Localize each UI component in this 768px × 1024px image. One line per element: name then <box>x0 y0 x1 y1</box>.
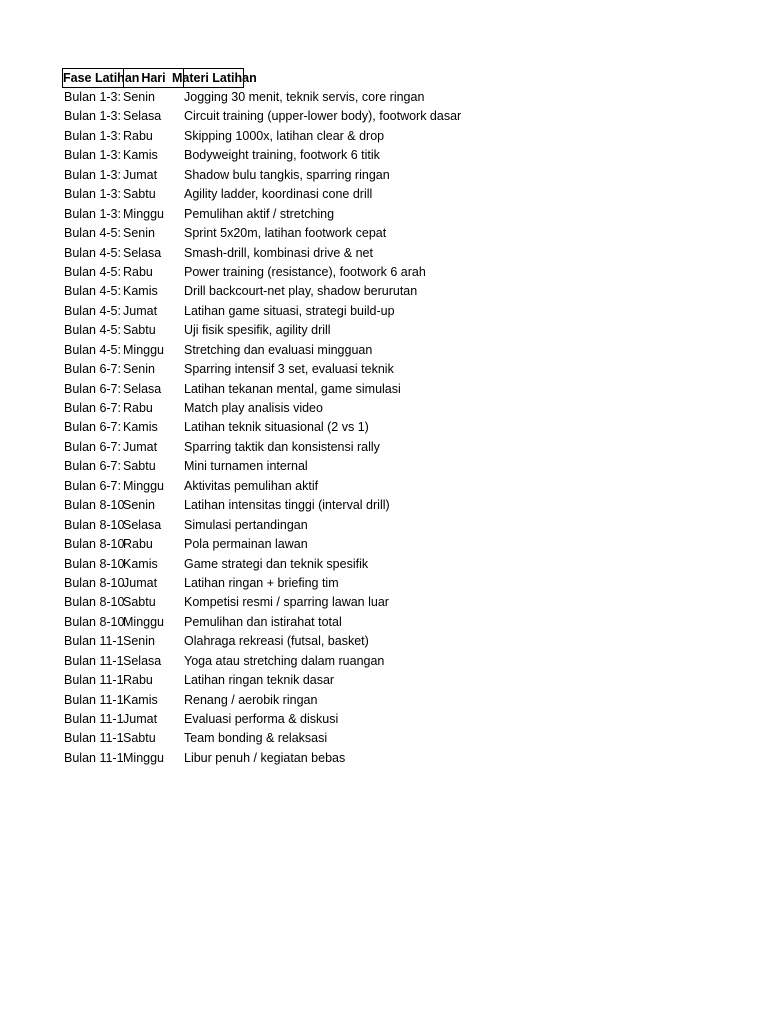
table-row <box>62 710 461 729</box>
cell-hari[interactable]: Jumat <box>123 303 158 318</box>
cell-materi[interactable]: Sparring intensif 3 set, evaluasi teknik <box>184 362 394 377</box>
cell-fase[interactable]: Bulan 11-1 <box>64 673 124 688</box>
table-row <box>62 652 461 671</box>
cell-hari[interactable]: Sabtu <box>123 595 156 610</box>
cell-materi[interactable]: Evaluasi performa & diskusi <box>184 712 339 727</box>
cell-fase[interactable]: Bulan 4-5: <box>64 284 121 299</box>
cell-hari[interactable]: Jumat <box>123 439 158 454</box>
cell-materi[interactable]: Latihan teknik situasional (2 vs 1) <box>184 420 369 435</box>
table-row <box>62 282 461 301</box>
cell-hari[interactable]: Jumat <box>123 712 158 727</box>
cell-hari[interactable]: Sabtu <box>123 323 156 338</box>
cell-hari[interactable]: Kamis <box>123 148 158 163</box>
cell-hari[interactable]: Senin <box>123 362 155 377</box>
cell-fase[interactable]: Bulan 8-10 <box>64 498 125 513</box>
cell-hari[interactable]: Rabu <box>123 673 153 688</box>
table-row <box>62 632 461 651</box>
table-row <box>62 593 461 612</box>
cell-materi[interactable]: Pemulihan aktif / stretching <box>184 206 335 221</box>
cell-hari[interactable]: Rabu <box>123 401 153 416</box>
cell-fase[interactable]: Bulan 11-1 <box>64 653 124 668</box>
table-row <box>62 302 461 321</box>
cell-fase[interactable]: Bulan 1-3: <box>64 90 121 105</box>
cell-fase[interactable]: Bulan 6-7: <box>64 401 121 416</box>
cell-hari[interactable]: Kamis <box>123 420 158 435</box>
table-row <box>62 457 461 476</box>
cell-materi[interactable]: Agility ladder, koordinasi cone drill <box>184 187 373 202</box>
cell-fase[interactable]: Bulan 6-7: <box>64 362 121 377</box>
table-row <box>62 535 461 554</box>
cell-hari[interactable]: Senin <box>123 634 155 649</box>
cell-fase[interactable]: Bulan 8-10 <box>64 595 125 610</box>
cell-materi[interactable]: Kompetisi resmi / sparring lawan luar <box>184 595 389 610</box>
cell-fase[interactable]: Bulan 6-7: <box>64 478 121 493</box>
table-row <box>62 555 461 574</box>
cell-hari[interactable]: Selasa <box>123 109 162 124</box>
table-row <box>62 127 461 146</box>
cell-fase[interactable]: Bulan 11-1 <box>64 634 124 649</box>
cell-hari[interactable]: Kamis <box>123 284 158 299</box>
table-row <box>62 244 461 263</box>
cell-fase[interactable]: Bulan 1-3: <box>64 187 121 202</box>
cell-fase[interactable]: Bulan 11-1 <box>64 712 124 727</box>
table-row <box>62 341 461 360</box>
cell-materi[interactable]: Smash-drill, kombinasi drive & net <box>184 245 373 260</box>
cell-hari[interactable]: Senin <box>123 90 155 105</box>
cell-hari[interactable]: Senin <box>123 226 155 241</box>
cell-hari[interactable]: Sabtu <box>123 187 156 202</box>
table-row <box>62 418 461 437</box>
cell-fase[interactable]: Bulan 6-7: <box>64 439 121 454</box>
cell-fase[interactable]: Bulan 4-5: <box>64 342 121 357</box>
table-row <box>62 438 461 457</box>
table-row <box>62 224 461 243</box>
cell-materi[interactable]: Latihan intensitas tinggi (interval drill) <box>184 498 390 513</box>
table-row <box>62 613 461 632</box>
cell-hari[interactable]: Rabu <box>123 128 153 143</box>
cell-hari[interactable]: Selasa <box>123 653 162 668</box>
cell-fase[interactable]: Bulan 8-10 <box>64 537 125 552</box>
cell-materi[interactable]: Latihan ringan + briefing tim <box>184 575 339 590</box>
table-row <box>62 496 461 515</box>
cell-materi[interactable]: Yoga atau stretching dalam ruangan <box>184 653 385 668</box>
table-row <box>62 107 461 126</box>
table-row <box>62 360 461 379</box>
cell-materi[interactable]: Libur penuh / kegiatan bebas <box>184 750 346 765</box>
cell-fase[interactable]: Bulan 11-1 <box>64 692 124 707</box>
cell-materi[interactable]: Latihan ringan teknik dasar <box>184 673 335 688</box>
header-cell-fase[interactable] <box>62 68 140 88</box>
header-row <box>62 68 461 88</box>
table-row <box>62 671 461 690</box>
cell-hari[interactable]: Kamis <box>123 556 158 571</box>
cell-hari[interactable]: Minggu <box>123 478 164 493</box>
cell-materi[interactable]: Circuit training (upper-lower body), footwork dasar <box>184 109 462 124</box>
table-row <box>62 88 461 107</box>
cell-fase[interactable]: Bulan 4-5: <box>64 303 121 318</box>
header-materi-label: Materi Latihan <box>172 71 257 85</box>
schedule-rows <box>62 88 461 768</box>
cell-materi[interactable]: Jogging 30 menit, teknik servis, core ringan <box>184 90 425 105</box>
cell-fase[interactable]: Bulan 6-7: <box>64 420 121 435</box>
table-row <box>62 263 461 282</box>
cell-fase[interactable]: Bulan 11-1 <box>64 750 124 765</box>
cell-hari[interactable]: Minggu <box>123 750 164 765</box>
training-schedule-sheet <box>62 68 461 768</box>
cell-materi[interactable]: Sparring taktik dan konsistensi rally <box>184 439 380 454</box>
table-row <box>62 185 461 204</box>
cell-fase[interactable]: Bulan 4-5: <box>64 323 121 338</box>
cell-fase[interactable]: Bulan 8-10 <box>64 575 125 590</box>
table-row <box>62 749 461 768</box>
table-row <box>62 146 461 165</box>
cell-fase[interactable]: Bulan 1-3: <box>64 128 121 143</box>
cell-materi[interactable]: Uji fisik spesifik, agility drill <box>184 323 331 338</box>
cell-fase[interactable]: Bulan 11-1 <box>64 731 124 746</box>
table-row <box>62 380 461 399</box>
table-row <box>62 691 461 710</box>
table-row <box>62 399 461 418</box>
cell-materi[interactable]: Skipping 1000x, latihan clear & drop <box>184 128 385 143</box>
cell-materi[interactable]: Shadow bulu tangkis, sparring ringan <box>184 167 390 182</box>
cell-fase[interactable]: Bulan 1-3: <box>64 167 121 182</box>
cell-fase[interactable]: Bulan 1-3: <box>64 109 121 124</box>
cell-hari[interactable]: Selasa <box>123 381 162 396</box>
header-fase-label: Fase Latihan <box>63 71 140 85</box>
table-row <box>62 516 461 535</box>
table-row <box>62 166 461 185</box>
cell-hari[interactable]: Rabu <box>123 264 153 279</box>
cell-materi[interactable]: Drill backcourt-net play, shadow berurutan <box>184 284 418 299</box>
cell-fase[interactable]: Bulan 4-5: <box>64 245 121 260</box>
cell-materi[interactable]: Renang / aerobik ringan <box>184 692 318 707</box>
cell-fase[interactable]: Bulan 4-5: <box>64 264 121 279</box>
cell-hari[interactable]: Rabu <box>123 537 153 552</box>
cell-materi[interactable]: Game strategi dan teknik spesifik <box>184 556 369 571</box>
cell-fase[interactable]: Bulan 6-7: <box>64 459 121 474</box>
cell-hari[interactable]: Minggu <box>123 206 164 221</box>
cell-materi[interactable]: Power training (resistance), footwork 6 arah <box>184 264 426 279</box>
cell-materi[interactable]: Aktivitas pemulihan aktif <box>184 478 319 493</box>
cell-materi[interactable]: Mini turnamen internal <box>184 459 308 474</box>
cell-materi[interactable]: Sprint 5x20m, latihan footwork cepat <box>184 226 387 241</box>
cell-hari[interactable]: Jumat <box>123 167 158 182</box>
cell-materi[interactable]: Pemulihan dan istirahat total <box>184 614 342 629</box>
cell-materi[interactable]: Stretching dan evaluasi mingguan <box>184 342 373 357</box>
header-hari-label: Hari <box>141 71 166 85</box>
cell-hari[interactable]: Selasa <box>123 517 162 532</box>
cell-hari[interactable]: Jumat <box>123 575 158 590</box>
cell-materi[interactable]: Bodyweight training, footwork 6 titik <box>184 148 380 163</box>
cell-hari[interactable]: Kamis <box>123 692 158 707</box>
cell-materi[interactable]: Latihan tekanan mental, game simulasi <box>184 381 401 396</box>
cell-hari[interactable]: Selasa <box>123 245 162 260</box>
cell-materi[interactable]: Team bonding & relaksasi <box>184 731 328 746</box>
cell-materi[interactable]: Match play analisis video <box>184 401 323 416</box>
cell-fase[interactable]: Bulan 6-7: <box>64 381 121 396</box>
cell-materi[interactable]: Latihan game situasi, strategi build-up <box>184 303 395 318</box>
cell-fase[interactable]: Bulan 4-5: <box>64 226 121 241</box>
table-row <box>62 321 461 340</box>
cell-fase[interactable]: Bulan 8-10 <box>64 614 125 629</box>
cell-hari[interactable]: Minggu <box>123 342 164 357</box>
cell-fase[interactable]: Bulan 8-10 <box>64 517 125 532</box>
cell-fase[interactable]: Bulan 1-3: <box>64 148 121 163</box>
header-cell-materi[interactable] <box>172 68 257 88</box>
cell-materi[interactable]: Pola permainan lawan <box>184 537 308 552</box>
cell-fase[interactable]: Bulan 8-10 <box>64 556 125 571</box>
cell-hari[interactable]: Senin <box>123 498 155 513</box>
table-row <box>62 205 461 224</box>
table-row <box>62 574 461 593</box>
cell-hari[interactable]: Sabtu <box>123 731 156 746</box>
table-row <box>62 477 461 496</box>
cell-materi[interactable]: Olahraga rekreasi (futsal, basket) <box>184 634 369 649</box>
cell-hari[interactable]: Sabtu <box>123 459 156 474</box>
cell-hari[interactable]: Minggu <box>123 614 164 629</box>
cell-materi[interactable]: Simulasi pertandingan <box>184 517 308 532</box>
table-row <box>62 729 461 748</box>
cell-fase[interactable]: Bulan 1-3: <box>64 206 121 221</box>
